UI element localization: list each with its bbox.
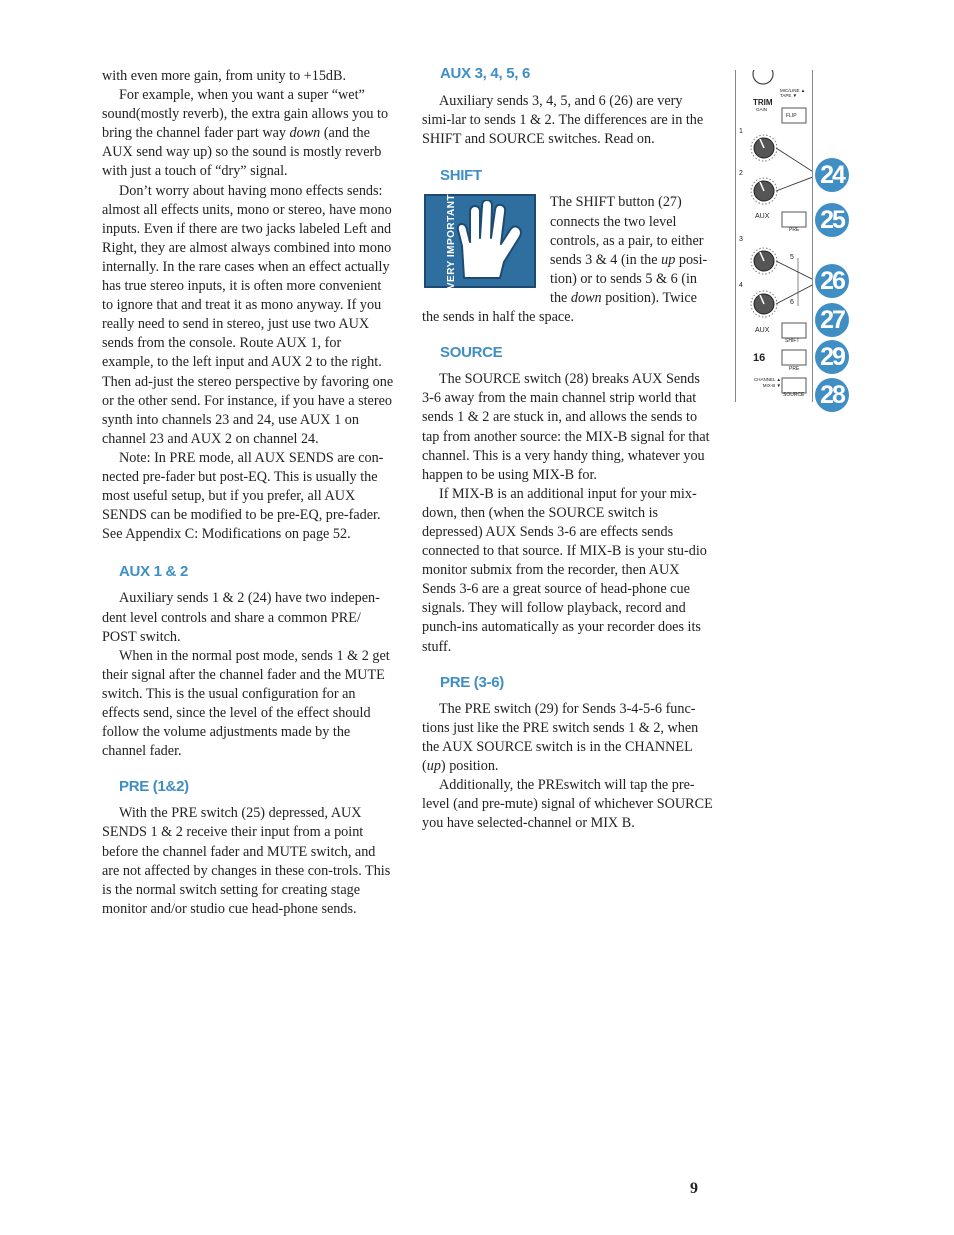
aux-label-top: AUX <box>755 213 770 220</box>
knob-number-2: 2 <box>739 170 743 177</box>
very-important-box <box>424 194 536 288</box>
knob-number-4: 4 <box>739 282 743 289</box>
trim-knob-icon <box>753 70 773 84</box>
shift-button-icon <box>782 323 806 338</box>
mono-effects-paragraph: Don’t worry about having mono effects sends: almost all effects units, mono or stereo, have mono inputs. Even if there are two jacks labeled Left and Right, they are almost always combined into mono internally. In the rare cases when an effect actually has true stereo inputs, it is often more convenient to ignore that and treat it as mono anyway. If you really need to send in stereo, just use two AUX sends from the console. Route AUX 1, for example, to the left input and AUX 2 to the right. Then ad-just the stereo perspective by favoring one or the other send. For instance, if you have a stereo synth into channels 23 and 24, use AUX 1 on channel 23 and AUX 2 on channel 24. <box>102 182 394 447</box>
source-paragraph-2: If MIX-B is an additional input for your mix-down, then (when the SOURCE switch is depressed) AUX Sends 3-6 are effects sends connected to that source. If MIX-B is your stu-dio monitor submix from the recorder, then AUX Sends 3-6 are a great source of head-phone cue signals. They will follow playback, record and punch-ins automatically as your recorder does its stuff. <box>422 485 707 655</box>
source-label: SOURCE <box>783 392 805 398</box>
callout-badge-28: 28 <box>815 378 849 412</box>
pre12-label: PRE <box>789 227 800 233</box>
knob-number-1: 1 <box>739 128 743 135</box>
aux-label-bottom: AUX <box>755 327 770 334</box>
pre12-paragraph: With the PRE switch (25) depressed, AUX SENDS 1 & 2 receive their input from a point before the channel fader and MUTE switch, and are not affected by changes in these con-trols. This is the normal switch setting for creating stage monitor and/or studio cue head-phone sends. <box>102 805 391 917</box>
shift-paragraph: The SHIFT button (27) connects the two level controls, as a pair, to either sends 3 & 4 (in the up posi-tion) or to sends 5 & 6 (in the down position). Twice the sends in half the space. <box>422 194 708 326</box>
pre12-heading: PRE (1&2) <box>119 778 189 796</box>
source-paragraph-1: The SOURCE switch (28) breaks AUX Sends 3-6 away from the main channel strip world that sends 1 & 2 are stuck in, and allows the sends to tap from another source: the MIX-B signal for that channel. This is a very handy thing, whatever you happen to be using MIX-B for. <box>422 371 710 483</box>
intro-paragraph: with even more gain, from unity to +15dB. <box>102 68 347 84</box>
pre-mode-note: Note: In PRE mode, all AUX SENDS are con-nected pre-fader but post-EQ. This is usually the most useful setup, but if you prefer, all AUX SENDS can be modified to be pre-EQ, pre-fader. See Appendix C: Modifications on page 52. <box>102 449 384 543</box>
shift-heading: SHIFT <box>440 167 482 185</box>
aux12-heading: AUX 1 & 2 <box>119 563 188 581</box>
pre36-paragraph-2: Additionally, the PREswitch will tap the pre-level (and pre-mute) signal of whichever SOURCE you have selected-channel or MIX B. <box>422 777 713 832</box>
channel-number: 16 <box>753 352 766 364</box>
flip-label: FLIP <box>786 113 797 119</box>
gain-label: GAIN <box>756 107 768 112</box>
shift-label: SHIFT <box>785 338 800 344</box>
channel-strip-drawing <box>736 70 812 402</box>
middle-column <box>422 64 714 833</box>
pre12-button-icon <box>782 212 806 227</box>
channel-mixb-label: CHANNEL ▲ MIX-B ▼ <box>753 377 781 388</box>
side-number-5: 5 <box>790 254 794 261</box>
channel-strip-illustration <box>735 70 813 402</box>
aux12-paragraph-2: When in the normal post mode, sends 1 & 2 get their signal after the channel fader and the MUTE switch. This is the usual configuration for an effects send, since the level of the effect should follow the volume adjustments made by the channel fader. <box>102 647 390 760</box>
pre36-heading: PRE (3-6) <box>440 673 504 691</box>
wet-example-paragraph: For example, when you want a super “wet” sound(mostly reverb), the extra gain allows you to bring the channel fader part way down (and the AUX send way up) so the sound is mostly reverb with just a touch of “dry” signal. <box>102 87 389 180</box>
pre36-label: PRE <box>789 366 800 372</box>
callout-badge-25: 25 <box>815 203 849 237</box>
left-column <box>102 67 394 919</box>
source-button-icon <box>782 378 806 393</box>
callout-badge-26: 26 <box>815 264 849 298</box>
shift-block <box>422 193 714 327</box>
page-number: 9 <box>690 1180 698 1197</box>
callout-badge-29: 29 <box>815 340 849 374</box>
aux36-heading: AUX 3, 4, 5, 6 <box>440 65 531 82</box>
trim-label: TRIM <box>753 98 773 107</box>
very-important-label: VERY IMPORTANT <box>446 194 458 290</box>
tape-label: MIC/LINE ▲ TAPE ▼ <box>780 88 806 98</box>
pre36-paragraph-1: The PRE switch (29) for Sends 3-4-5-6 func-tions just like the PRE switch sends 1 & 2, when the AUX SOURCE switch is in the CHANNEL (up) position. <box>422 700 699 774</box>
source-heading: SOURCE <box>440 344 503 362</box>
callout-badge-24: 24 <box>815 158 849 192</box>
pre36-button-icon <box>782 350 806 365</box>
aux36-paragraph: Auxiliary sends 3, 4, 5, and 6 (26) are very simi-lar to sends 1 & 2. The differences are in the SHIFT and SOURCE switches. Read on. <box>422 93 704 148</box>
hand-icon <box>450 200 528 282</box>
aux12-paragraph-1: Auxiliary sends 1 & 2 (24) have two indepen-dent level controls and share a common PRE/ POST switch. <box>102 590 380 645</box>
side-number-6: 6 <box>790 299 794 306</box>
knob-number-3: 3 <box>739 236 743 243</box>
callout-badge-27: 27 <box>815 303 849 337</box>
